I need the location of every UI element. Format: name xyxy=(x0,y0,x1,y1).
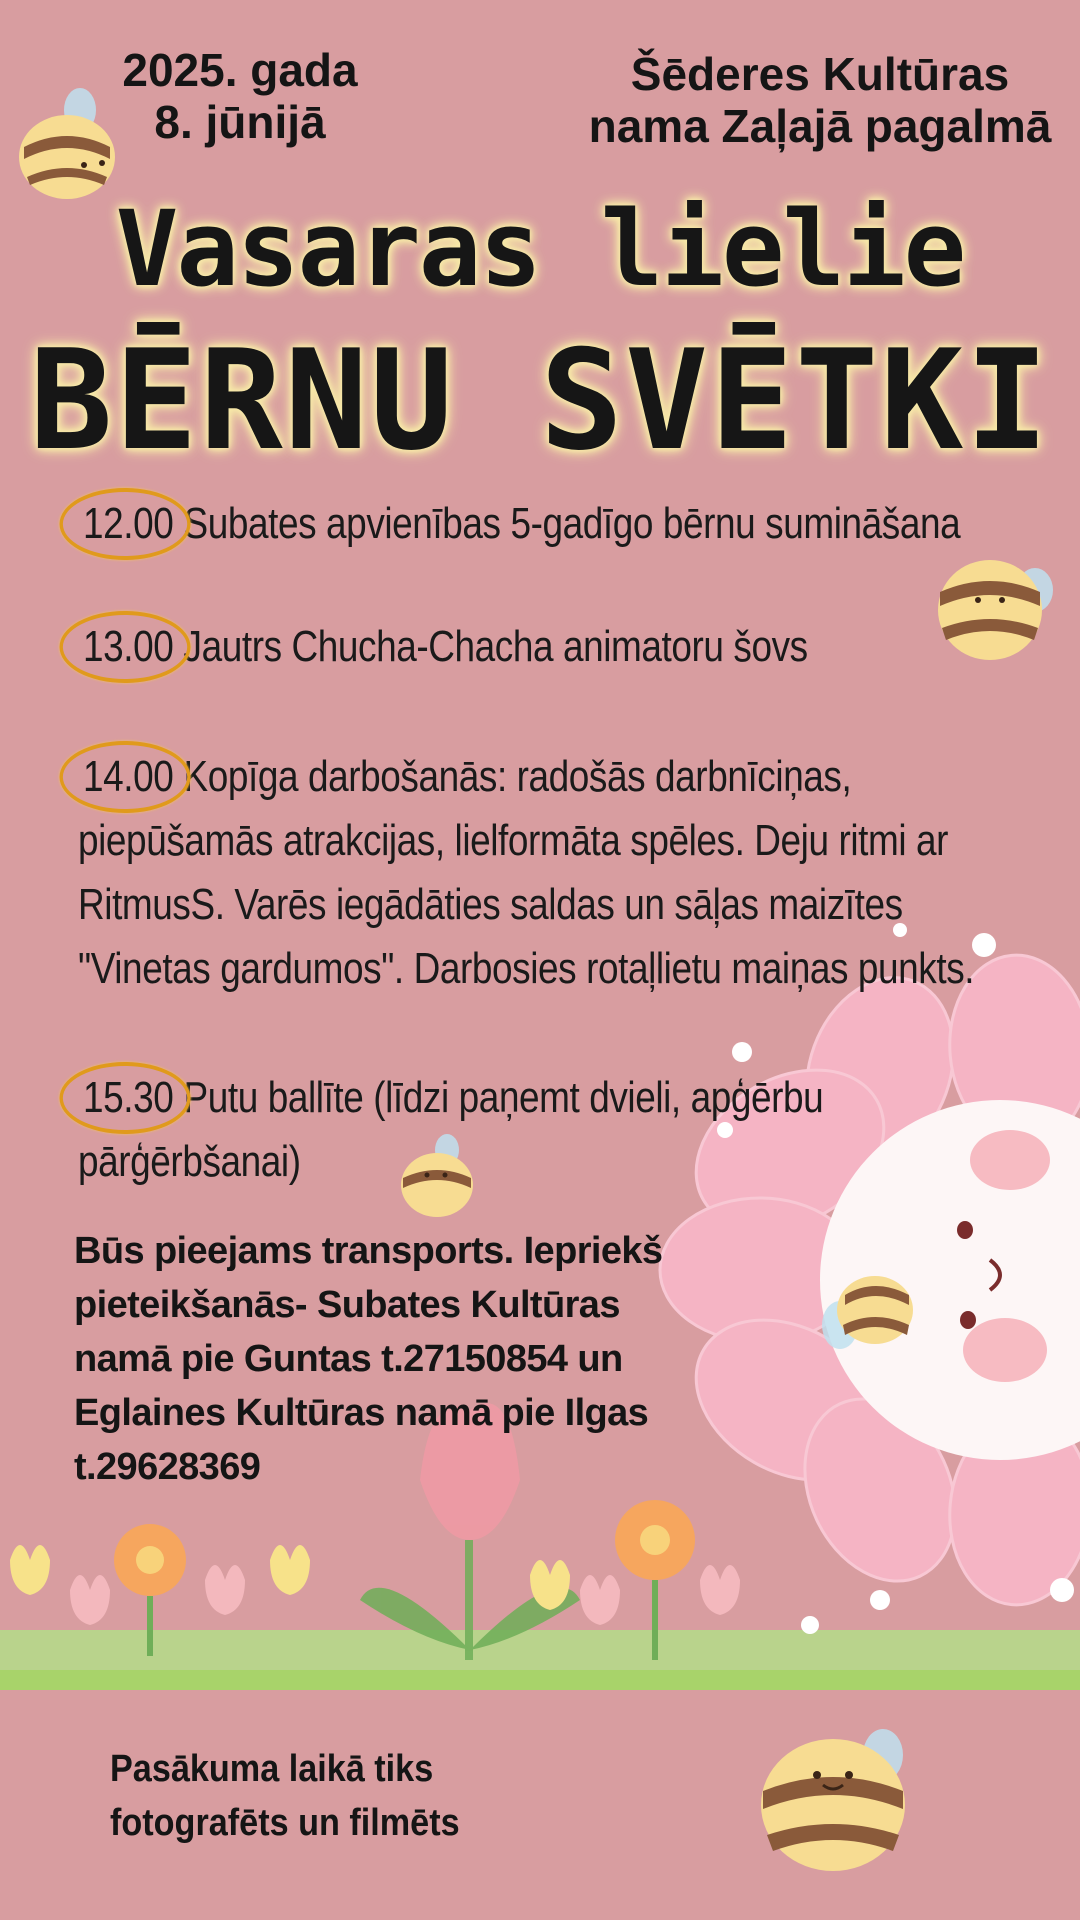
program-text: Putu ballīte (līdzi paņemt dvieli, apģērbu xyxy=(183,1073,824,1122)
program-text: Kopīga darbošanās: radošās darbnīciņas, xyxy=(183,752,852,801)
transport-line: namā pie Guntas t.27150854 un xyxy=(74,1338,623,1380)
program-time: 13.00 xyxy=(78,615,178,679)
program-time: 15.30 xyxy=(78,1066,178,1130)
event-venue xyxy=(585,48,1055,152)
venue-line-1: Šēderes Kultūras xyxy=(630,48,1010,100)
program-item-1200 xyxy=(78,492,1080,556)
program-item-1300 xyxy=(78,615,1080,679)
program-text: RitmusS. Varēs iegādāties saldas un sāļas maizītes xyxy=(78,880,903,929)
program-text: Subates apvienības 5-gadīgo bērnu sumināšana xyxy=(183,499,961,548)
photo-notice xyxy=(110,1742,488,1850)
transport-info xyxy=(74,1224,714,1494)
program-text: Jautrs Chucha-Chacha animatoru šovs xyxy=(183,622,808,671)
title-line-2: BĒRNU SVĒTKI xyxy=(29,320,1051,481)
program-item-1400 xyxy=(78,745,1080,1001)
program-time: 12.00 xyxy=(78,492,178,556)
date-line-1: 2025. gada xyxy=(122,44,358,96)
program-text: pārģērbšanai) xyxy=(78,1137,301,1186)
transport-line: pieteikšanās- Subates Kultūras xyxy=(74,1284,620,1326)
bee-icon xyxy=(755,1705,915,1875)
photo-notice-line-2: fotografēts un filmēts xyxy=(110,1802,460,1844)
transport-line: t.29628369 xyxy=(74,1446,261,1488)
venue-line-2: nama Zaļajā pagalmā xyxy=(588,100,1052,152)
photo-notice-line-1: Pasākuma laikā tiks xyxy=(110,1748,434,1790)
program-text: "Vinetas gardumos". Darbosies rotaļlietu maiņas punkts. xyxy=(78,944,975,993)
program-item-1530 xyxy=(78,1066,1080,1194)
transport-line: Būs pieejams transports. Iepriekš xyxy=(74,1230,663,1272)
bee-icon xyxy=(815,1255,925,1365)
date-line-2: 8. jūnijā xyxy=(154,96,326,148)
program-text: piepūšamās atrakcijas, lielformāta spēles. Deju ritmi ar xyxy=(78,816,949,865)
program-time: 14.00 xyxy=(78,745,178,809)
title-line-1: Vasaras lielie xyxy=(115,188,965,310)
transport-line: Eglaines Kultūras namā pie Ilgas xyxy=(74,1392,649,1434)
bee-icon xyxy=(12,85,122,205)
event-date xyxy=(110,44,370,148)
